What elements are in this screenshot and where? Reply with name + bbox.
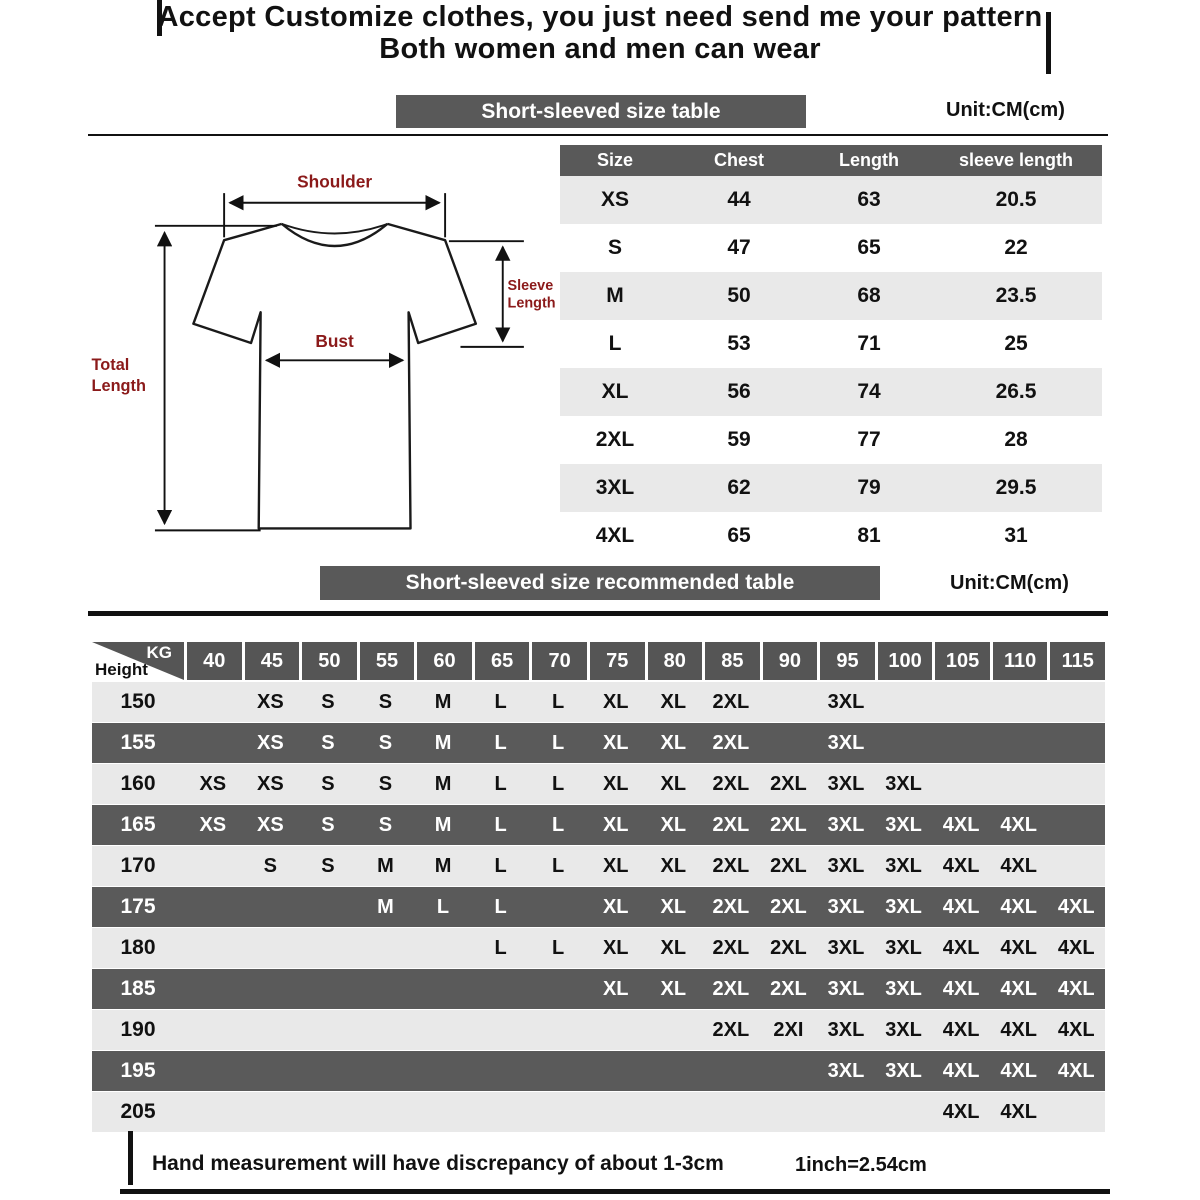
height-label: 150: [120, 690, 156, 713]
unit-label-top: Unit:CM(cm): [946, 99, 1065, 121]
size-recommendation-cell: 4XL: [942, 1018, 980, 1041]
size-recommendation-cell: M: [434, 854, 452, 877]
height-row: [92, 928, 1105, 968]
weight-column-header: 80: [648, 642, 703, 680]
size-recommendation-cell: XL: [602, 895, 629, 918]
size-table-row: [560, 464, 1102, 512]
size-recommendation-cell: 4XL: [942, 1100, 980, 1123]
divider-thin: [88, 134, 1108, 136]
size-label-cell: XS: [560, 176, 670, 224]
height-row: [92, 1010, 1105, 1050]
weight-column-header: 75: [590, 642, 645, 680]
size-recommendation-cell: M: [434, 772, 452, 795]
size-recommendation-cell: 2XL: [712, 977, 750, 1000]
size-recommendation-cell: XL: [602, 731, 629, 754]
size-recommendation-cell: S: [378, 813, 393, 836]
size-recommendation-cell: M: [434, 813, 452, 836]
size-recommendation-cell: 4XL: [1000, 977, 1037, 1000]
size-recommendation-cell: S: [321, 854, 335, 877]
size-recommendation-cell: 3XL: [827, 977, 865, 1000]
size-recommendation-cell: XS: [257, 813, 284, 836]
size-recommendation-cell: L: [552, 772, 565, 795]
tshirt-measurement-diagram: [80, 148, 570, 563]
measurement-value-cell: 47: [670, 224, 808, 272]
measurement-value-cell: 22: [930, 224, 1102, 272]
size-recommendation-cell: 3XL: [827, 936, 865, 959]
measurement-value-cell: 28: [930, 416, 1102, 464]
size-recommendation-cell: 2XL: [770, 936, 807, 959]
size-recommendation-cell: M: [377, 895, 394, 918]
size-recommendation-cell: 2XL: [770, 977, 807, 1000]
corner-height-label: Height: [95, 660, 148, 679]
size-recommendation-cell: L: [552, 731, 565, 754]
size-recommendation-cell: XL: [660, 977, 687, 1000]
size-recommendation-cell: L: [436, 895, 450, 918]
size-table: [560, 145, 1102, 560]
size-recommendation-cell: XL: [660, 813, 687, 836]
measurement-value-cell: 74: [808, 368, 930, 416]
size-recommendation-cell: 4XL: [1000, 1018, 1037, 1041]
measurement-note: Hand measurement will have discrepancy of about 1-3cm: [152, 1152, 724, 1175]
bust-label: Bust: [315, 330, 354, 351]
size-recommendation-cell: 3XL: [885, 895, 922, 918]
size-label-cell: XL: [560, 368, 670, 416]
recommended-table-body: [92, 682, 1105, 1132]
size-recommendation-cell: S: [378, 772, 393, 795]
size-recommendation-cell: 2XL: [712, 731, 750, 754]
measurement-value-cell: 71: [808, 320, 930, 368]
size-recommendation-cell: XL: [602, 854, 629, 877]
measurement-value-cell: 68: [808, 272, 930, 320]
measurement-value-cell: 65: [670, 512, 808, 560]
size-recommendation-cell: 2XL: [770, 895, 807, 918]
weight-column-header: 50: [302, 642, 357, 680]
size-recommendation-cell: XL: [660, 895, 687, 918]
size-recommendation-cell: 2XL: [712, 895, 750, 918]
height-row: [92, 805, 1105, 845]
weight-column-header: 95: [820, 642, 875, 680]
size-recommendation-cell: 2XL: [770, 772, 807, 795]
measurement-value-cell: 26.5: [930, 368, 1102, 416]
size-recommendation-cell: L: [494, 772, 507, 795]
weight-column-header: 60: [417, 642, 472, 680]
measurement-value-cell: 65: [808, 224, 930, 272]
size-recommendation-cell: 4XL: [942, 977, 980, 1000]
weight-column-header: 100: [878, 642, 933, 680]
weight-column-header: 70: [532, 642, 587, 680]
column-header-chest: Chest: [670, 145, 808, 176]
size-table-header-row: [560, 145, 1102, 176]
size-recommendation-cell: S: [378, 731, 393, 754]
size-recommendation-cell: XS: [257, 731, 284, 754]
height-label: 170: [120, 854, 156, 877]
size-recommendation-cell: XS: [257, 772, 284, 795]
size-recommendation-cell: S: [321, 772, 335, 795]
total-length-label-line1: Total: [91, 355, 130, 374]
size-recommendation-cell: S: [378, 690, 393, 713]
weight-column-header: 65: [475, 642, 530, 680]
page-title-line2: Both women and men can wear: [379, 33, 821, 65]
height-row: [92, 1092, 1105, 1132]
size-recommendation-cell: 2XL: [712, 772, 750, 795]
size-table-row: [560, 368, 1102, 416]
size-recommendation-cell: 4XL: [942, 854, 980, 877]
size-recommendation-cell: 3XL: [827, 731, 865, 754]
size-recommendation-cell: 4XL: [942, 936, 980, 959]
measurement-value-cell: 77: [808, 416, 930, 464]
measurement-value-cell: 29.5: [930, 464, 1102, 512]
weight-column-header: 115: [1050, 642, 1105, 680]
weight-column-header: 110: [993, 642, 1048, 680]
size-recommendation-cell: XL: [660, 936, 687, 959]
measurement-value-cell: 56: [670, 368, 808, 416]
unit-label-bottom: Unit:CM(cm): [950, 572, 1069, 594]
recommended-table: [92, 642, 1105, 1133]
size-label-cell: L: [560, 320, 670, 368]
size-recommendation-cell: 4XL: [1057, 977, 1095, 1000]
measurement-value-cell: 50: [670, 272, 808, 320]
measurement-value-cell: 59: [670, 416, 808, 464]
size-table-row: [560, 320, 1102, 368]
size-table-bar-label: Short-sleeved size table: [481, 99, 721, 123]
height-label: 180: [120, 936, 156, 959]
total-length-label-line2: Length: [91, 377, 146, 396]
size-label-cell: 4XL: [560, 512, 670, 560]
size-recommendation-cell: 3XL: [827, 854, 865, 877]
height-label: 190: [120, 1018, 156, 1041]
size-recommendation-cell: 2XL: [712, 854, 750, 877]
size-recommendation-cell: L: [494, 690, 507, 713]
size-recommendation-cell: XL: [602, 813, 629, 836]
size-table-row: [560, 272, 1102, 320]
measurement-value-cell: 31: [930, 512, 1102, 560]
size-recommendation-cell: 2XL: [712, 690, 750, 713]
size-recommendation-cell: 3XL: [827, 772, 865, 795]
height-label: 195: [120, 1059, 156, 1082]
size-recommendation-cell: 4XL: [1000, 895, 1037, 918]
size-recommendation-cell: XL: [602, 936, 629, 959]
weight-column-header: 85: [705, 642, 760, 680]
sleeve-length-label-line2: Length: [507, 295, 556, 312]
height-row: [92, 1051, 1105, 1091]
size-recommendation-cell: L: [552, 854, 565, 877]
size-recommendation-cell: XL: [660, 690, 687, 713]
shoulder-label: Shoulder: [297, 171, 373, 192]
size-recommendation-cell: 2XI: [773, 1018, 804, 1041]
recommended-table-header-bar: [320, 566, 880, 600]
bottom-line: [120, 1189, 1110, 1194]
height-row: [92, 764, 1105, 804]
size-label-cell: S: [560, 224, 670, 272]
size-table-row: [560, 224, 1102, 272]
size-recommendation-cell: XL: [660, 731, 687, 754]
size-recommendation-cell: 2XL: [770, 854, 807, 877]
size-table-row: [560, 176, 1102, 224]
size-label-cell: 2XL: [560, 416, 670, 464]
weight-column-header: 90: [763, 642, 818, 680]
bracket-bottom-left: [128, 1131, 133, 1185]
size-recommendation-cell: XS: [199, 813, 227, 836]
size-recommendation-cell: L: [494, 731, 507, 754]
size-recommendation-cell: XL: [660, 854, 687, 877]
page-title-line1: Accept Customize clothes, you just need send me your pattern: [157, 1, 1043, 33]
measurement-value-cell: 62: [670, 464, 808, 512]
height-row: [92, 682, 1105, 722]
size-table-row: [560, 512, 1102, 560]
size-table-body: [560, 176, 1102, 560]
measurement-value-cell: 63: [808, 176, 930, 224]
height-row: [92, 969, 1105, 1009]
size-recommendation-cell: 3XL: [885, 936, 922, 959]
height-label: 165: [120, 813, 156, 836]
size-recommendation-cell: 3XL: [827, 690, 865, 713]
size-recommendation-cell: 2XL: [712, 813, 750, 836]
size-label-cell: 3XL: [560, 464, 670, 512]
size-recommendation-cell: 4XL: [1057, 1018, 1095, 1041]
recommended-table-header: [92, 642, 1105, 680]
sleeve-length-label-line1: Sleeve: [507, 278, 554, 295]
height-label: 160: [120, 772, 156, 795]
size-recommendation-cell: 4XL: [1057, 1059, 1095, 1082]
size-recommendation-cell: 3XL: [885, 813, 922, 836]
size-recommendation-cell: 4XL: [1057, 895, 1095, 918]
column-header-length: Length: [808, 145, 930, 176]
size-recommendation-cell: S: [321, 731, 335, 754]
size-recommendation-cell: L: [494, 813, 507, 836]
tshirt-diagram-svg: [80, 148, 570, 563]
recommended-bar-label: Short-sleeved size recommended table: [405, 571, 795, 594]
size-recommendation-cell: M: [377, 854, 394, 877]
height-label: 205: [120, 1100, 156, 1123]
size-recommendation-cell: XS: [199, 772, 227, 795]
weight-column-header: 55: [360, 642, 415, 680]
size-recommendation-cell: L: [552, 936, 565, 959]
weight-column-header: 40: [187, 642, 242, 680]
size-recommendation-cell: L: [494, 854, 507, 877]
size-recommendation-cell: 3XL: [885, 1018, 922, 1041]
size-recommendation-cell: 4XL: [1057, 936, 1095, 959]
size-recommendation-cell: XL: [602, 772, 629, 795]
size-recommendation-cell: 3XL: [827, 813, 865, 836]
size-recommendation-cell: S: [321, 690, 335, 713]
size-recommendation-cell: 3XL: [885, 977, 922, 1000]
size-recommendation-cell: S: [263, 854, 278, 877]
size-recommendation-cell: 4XL: [1000, 1100, 1037, 1123]
measurement-value-cell: 53: [670, 320, 808, 368]
measurement-value-cell: 25: [930, 320, 1102, 368]
size-label-cell: M: [560, 272, 670, 320]
measurement-value-cell: 20.5: [930, 176, 1102, 224]
size-table-header-bar: [396, 95, 806, 128]
corner-kg-label: KG: [146, 643, 172, 662]
tshirt-outline: [193, 224, 475, 529]
size-recommendation-cell: 2XL: [770, 813, 807, 836]
measurement-value-cell: 79: [808, 464, 930, 512]
size-recommendation-cell: XL: [660, 772, 687, 795]
height-row: [92, 887, 1105, 927]
measurement-value-cell: 23.5: [930, 272, 1102, 320]
size-recommendation-cell: XS: [257, 690, 284, 713]
measurement-value-cell: 44: [670, 176, 808, 224]
size-recommendation-cell: 4XL: [1000, 854, 1037, 877]
height-row: [92, 723, 1105, 763]
column-header-size: Size: [560, 145, 670, 176]
height-label: 175: [120, 895, 156, 918]
corner-cell: [92, 642, 184, 680]
size-recommendation-cell: 4XL: [942, 813, 980, 836]
height-row: [92, 846, 1105, 886]
size-table-row: [560, 416, 1102, 464]
weight-column-header: 105: [935, 642, 990, 680]
size-recommendation-cell: 4XL: [1000, 1059, 1037, 1082]
size-recommendation-cell: L: [552, 690, 565, 713]
inch-conversion-note: 1inch=2.54cm: [795, 1154, 927, 1176]
size-recommendation-cell: M: [434, 731, 452, 754]
size-recommendation-cell: 3XL: [827, 1059, 865, 1082]
column-header-sleeve-length: sleeve length: [930, 145, 1102, 176]
size-recommendation-cell: 4XL: [942, 895, 980, 918]
height-label: 155: [120, 731, 156, 754]
size-recommendation-cell: 4XL: [942, 1059, 980, 1082]
size-recommendation-cell: 3XL: [885, 854, 922, 877]
size-recommendation-cell: L: [494, 895, 507, 918]
size-recommendation-cell: M: [434, 690, 452, 713]
weight-column-header: 45: [245, 642, 300, 680]
size-recommendation-cell: S: [321, 813, 335, 836]
divider-thick: [88, 611, 1108, 616]
measurement-value-cell: 81: [808, 512, 930, 560]
size-recommendation-cell: 3XL: [885, 1059, 922, 1082]
size-recommendation-cell: 4XL: [1000, 936, 1037, 959]
size-recommendation-cell: 3XL: [885, 772, 922, 795]
size-recommendation-cell: 2XL: [712, 1018, 750, 1041]
size-recommendation-cell: L: [494, 936, 507, 959]
size-recommendation-cell: 2XL: [712, 936, 750, 959]
size-recommendation-cell: 3XL: [827, 1018, 865, 1041]
size-recommendation-cell: 4XL: [1000, 813, 1037, 836]
size-recommendation-cell: XL: [602, 690, 629, 713]
height-label: 185: [120, 977, 156, 1000]
size-recommendation-cell: XL: [602, 977, 629, 1000]
size-recommendation-cell: L: [552, 813, 565, 836]
size-recommendation-cell: 3XL: [827, 895, 865, 918]
